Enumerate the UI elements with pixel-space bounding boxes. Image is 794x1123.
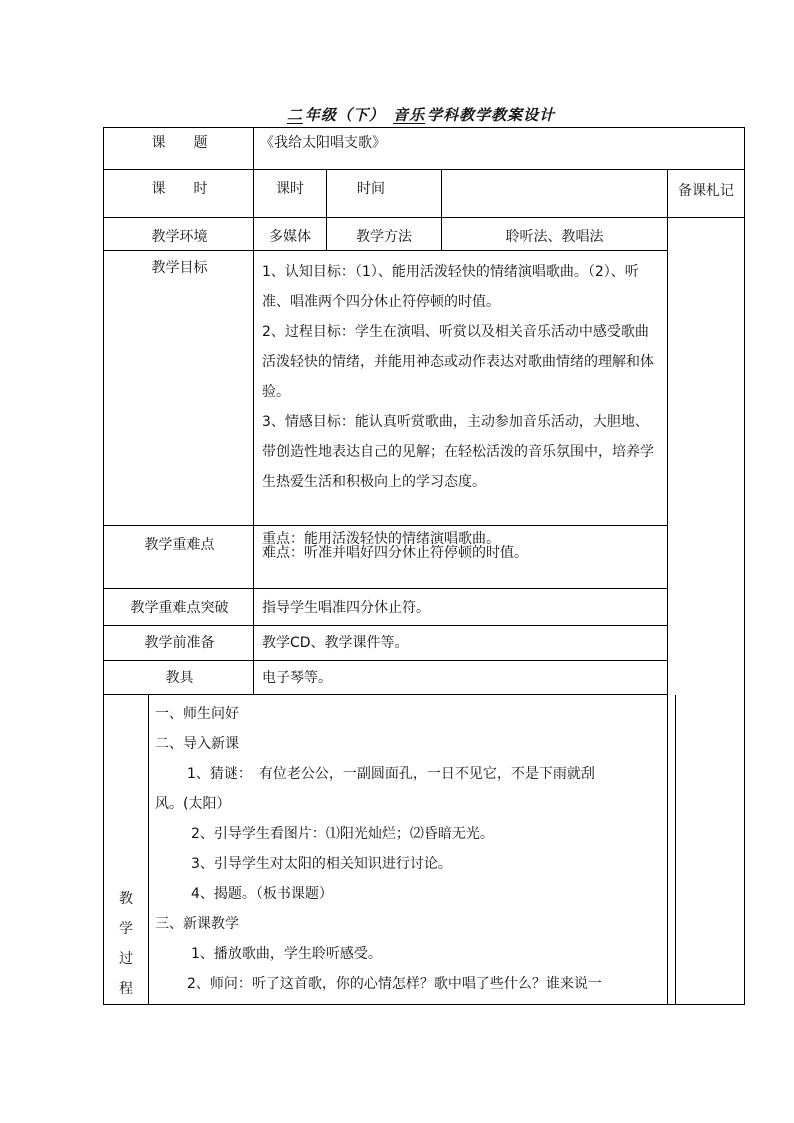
preparation-value: 教学CD、教学课件等。 — [254, 626, 668, 661]
goal-paragraph: 2、过程目标：学生在演唱、听赏以及相关音乐活动中感受歌曲活泼轻快的情绪，并能用神态或动作表达对歌曲情绪的理解和体验。 — [262, 324, 654, 400]
hours-label: 课 时 — [104, 170, 254, 218]
process-line: 4、揭题。（板书课题） — [191, 886, 333, 902]
process-line: 1、猜谜： 有位老公公，一副圆面孔，一日不见它，不是下雨就刮 — [187, 766, 595, 782]
process-label-char: 过 — [119, 951, 133, 967]
key-points-label: 教学重难点 — [104, 526, 254, 589]
process-line: 2、师问：听了这首歌，你的心情怎样？歌中唱了些什么？谁来说一 — [187, 976, 602, 992]
row-environment — [104, 218, 745, 251]
topic-label: 课 题 — [104, 128, 254, 170]
row-hours — [104, 170, 745, 218]
title-subject: 音乐 — [393, 106, 426, 124]
topic-value: 《我给太阳唱支歌》 — [254, 128, 745, 170]
row-breakthrough — [104, 589, 745, 626]
hours-col2: 时间 — [327, 170, 442, 218]
hours-col3 — [442, 170, 668, 218]
title-suffix: 学科教学教案设计 — [427, 106, 556, 124]
row-topic — [104, 128, 745, 170]
lesson-plan-table — [103, 127, 745, 1005]
environment-label: 教学环境 — [104, 218, 254, 251]
goals-content — [254, 251, 668, 526]
hours-col1: 课时 — [254, 170, 327, 218]
key-point-line: 重点：能用活泼轻快的情绪演唱歌曲。 — [262, 531, 500, 547]
tools-label: 教具 — [104, 661, 254, 695]
key-point-line: 难点：听准并唱好四分休止符停顿的时值。 — [262, 545, 528, 561]
row-preparation — [104, 626, 745, 661]
method-label: 教学方法 — [327, 218, 442, 251]
method-value: 聆听法、教唱法 — [442, 218, 668, 251]
process-left-blank — [104, 695, 148, 1004]
title-grade: 二 — [286, 106, 303, 124]
process-label — [119, 884, 133, 1004]
title-grade-suffix: 年级（下） — [304, 106, 385, 124]
environment-value: 多媒体 — [254, 218, 327, 251]
document-title — [100, 104, 740, 125]
notes-label: 备课札记 — [668, 170, 745, 218]
process-label-char: 学 — [119, 921, 133, 937]
process-line: 3、引导学生对太阳的相关知识进行讨论。 — [191, 856, 452, 872]
process-line: 2、引导学生看图片：⑴阳光灿烂；⑵昏暗无光。 — [191, 826, 494, 842]
tools-value: 电子琴等。 — [254, 661, 668, 695]
goals-label: 教学目标 — [104, 251, 254, 526]
goal-paragraph: 1、认知目标：（1）、能用活泼轻快的情绪演唱歌曲。（2）、听准、唱准两个四分休止符停顿的时值。 — [262, 264, 639, 310]
key-points-content — [254, 526, 668, 589]
process-line: 1、播放歌曲，学生聆听感受。 — [191, 946, 382, 962]
row-tools — [104, 661, 745, 695]
row-key-points — [104, 526, 745, 589]
process-wrapper — [104, 695, 744, 1004]
process-line: 风。(太阳） — [155, 796, 231, 812]
process-label-char: 教 — [119, 891, 133, 907]
breakthrough-label: 教学重难点突破 — [104, 589, 254, 626]
process-notes-blank — [676, 695, 744, 1004]
preparation-label: 教学前准备 — [104, 626, 254, 661]
goal-paragraph: 3、情感目标：能认真听赏歌曲，主动参加音乐活动，大胆地、带创造性地表达自己的见解；在轻松活泼的音乐氛围中，培养学生热爱生活和积极向上的学习态度。 — [262, 414, 654, 490]
row-process — [104, 695, 745, 1005]
row-goals — [104, 251, 745, 526]
process-label-char: 程 — [119, 981, 133, 997]
breakthrough-value: 指导学生唱准四分休止符。 — [254, 589, 668, 626]
process-cell — [104, 695, 745, 1005]
process-line: 二、导入新课 — [155, 736, 239, 752]
process-content — [149, 695, 675, 1004]
process-line: 一、师生问好 — [155, 706, 239, 722]
process-line: 三、新课教学 — [155, 916, 239, 932]
